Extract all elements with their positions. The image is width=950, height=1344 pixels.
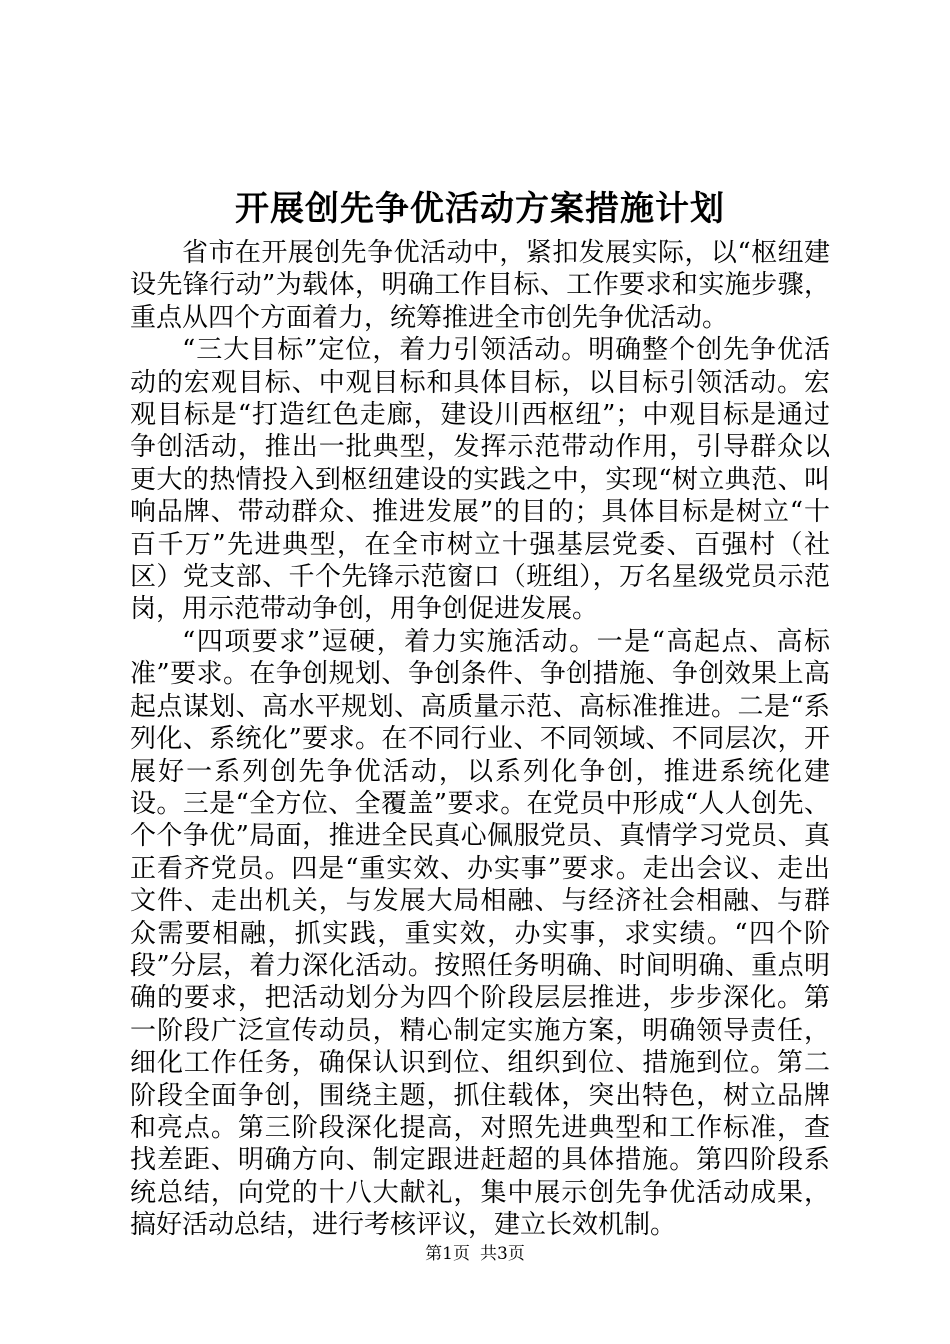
document-title: 开展创先争优活动方案措施计划 bbox=[235, 189, 725, 229]
page-footer bbox=[0, 1243, 950, 1265]
paragraph-three-goals: “三大目标”定位，着力引领活动。明确整个创先争优活动的宏观目标、中观目标和具体目标，以目标引领活动。宏观目标是“打造红色走廊，建设川西枢纽”；中观目标是通过争创活动，推出一批典型，发挥示范带动作用，引导群众以更大的热情投入到枢纽建设的实践之中，实现“树立典范、叫响品牌、带动群众、推进发展”的目的；具体目标是树立“十百千万”先进典型，在全市树立十强基层党委、百强村（社区）党支部、千个先锋示范窗口（班组），万名星级党员示范岗，用示范带动争创，用争创促进发展。 bbox=[130, 335, 830, 625]
paragraph-four-requirements: “四项要求”逗硬，着力实施活动。一是“高起点、高标准”要求。在争创规划、争创条件、争创措施、争创效果上高起点谋划、高水平规划、高质量示范、高标准推进。二是“系列化、系统化”要求。在不同行业、不同领域、不同层次，开展好一系列创先争优活动，以系列化争创，推进系统化建设。三是“全方位、全覆盖”要求。在党员中形成“人人创先、个个争优”局面，推进全民真心佩服党员、真情学习党员、真正看齐党员。四是“重实效、办实事”要求。走出会议、走出文件、走出机关，与发展大局相融、与经济社会相融、与群众需要相融，抓实践，重实效，办实事，求实绩。“四个阶段”分层，着力深化活动。按照任务明确、时间明确、重点明确的要求，把活动划分为四个阶段层层推进，步步深化。第一阶段广泛宣传动员，精心制定实施方案，明确领导责任，细化工作任务，确保认识到位、组织到位、措施到位。第二阶段全面争创，围绕主题，抓住载体，突出特色，树立品牌和亮点。第三阶段深化提高，对照先进典型和工作标准，查找差距、明确方向、制定跟进赶超的具体措施。第四阶段系统总结，向党的十八大献礼，集中展示创先争优活动成果，搞好活动总结，进行考核评议，建立长效机制。 bbox=[130, 626, 830, 1241]
paragraph-intro: 省市在开展创先争优活动中，紧扣发展实际，以“枢纽建设先锋行动”为载体，明确工作目标、工作要求和实施步骤，重点从四个方面着力，统筹推进全市创先争优活动。 bbox=[130, 238, 830, 333]
page-number: 第1页 bbox=[425, 1244, 470, 1264]
document-body bbox=[130, 237, 830, 1242]
page-total: 共3页 bbox=[480, 1244, 525, 1264]
